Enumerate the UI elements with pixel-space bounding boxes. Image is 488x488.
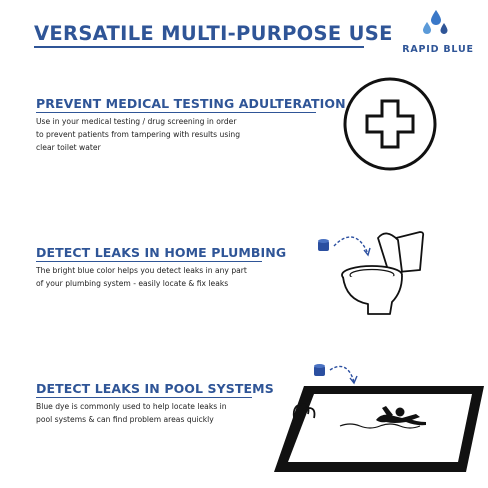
page-title: VERSATILE MULTI-PURPOSE USE [34, 22, 393, 45]
description-line: The bright blue color helps you detect leaks in any part [36, 266, 247, 276]
description-line: to prevent patients from tampering with results using [36, 130, 241, 140]
tablet-icon [314, 364, 325, 376]
section-home-plumbing [36, 245, 336, 290]
medical-cross-icon [340, 74, 440, 174]
section-title: DETECT LEAKS IN POOL SYSTEMS [36, 381, 274, 396]
description-line: Blue dye is commonly used to help locate leaks in [36, 402, 227, 412]
description-line: clear toilet water [36, 143, 101, 153]
brand-name: RAPID BLUE [402, 44, 474, 55]
section-underline [36, 397, 252, 398]
tablet-icon [318, 239, 329, 251]
water-drops-icon [418, 8, 454, 42]
description-line: Use in your medical testing / drug screening in order [36, 117, 237, 127]
brand-logo [388, 8, 484, 58]
section-description [36, 115, 336, 154]
section-title: DETECT LEAKS IN HOME PLUMBING [36, 245, 287, 260]
section-underline [36, 112, 316, 113]
description-line: pool systems & can find problem areas quickly [36, 415, 214, 425]
toilet-icon [312, 220, 436, 320]
pool-swimmer-icon [270, 360, 486, 476]
title-underline [34, 46, 364, 48]
section-underline [36, 261, 262, 262]
section-medical-testing [36, 96, 346, 154]
description-line: of your plumbing system - easily locate & fix leaks [36, 279, 229, 289]
section-description [36, 264, 336, 290]
section-title: PREVENT MEDICAL TESTING ADULTERATION [36, 96, 346, 111]
arrow-icon [330, 366, 357, 383]
arrow-icon [334, 237, 370, 255]
